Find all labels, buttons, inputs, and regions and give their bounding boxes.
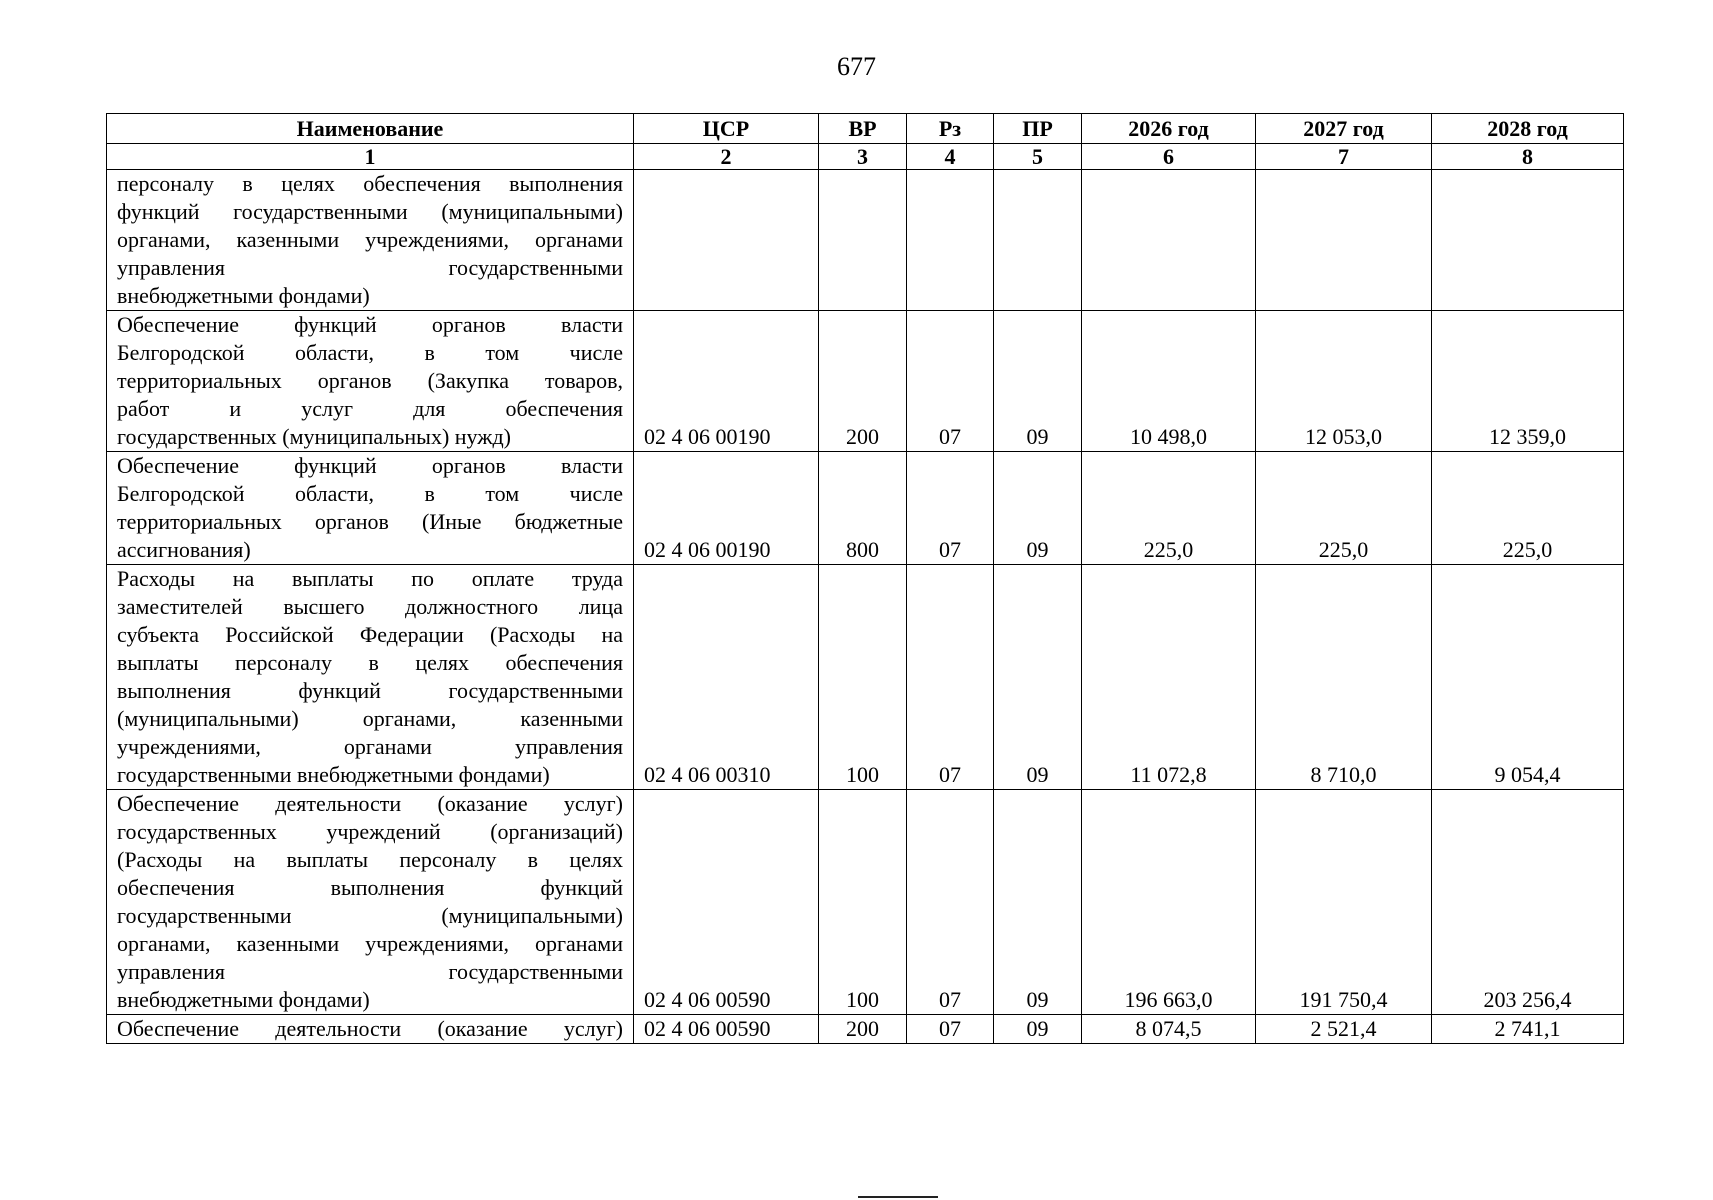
cell-name-line: Расходы на выплаты по оплате труда <box>117 566 623 591</box>
cell-name <box>107 170 634 311</box>
column-number: 2 <box>634 144 819 170</box>
header-csr: ЦСР <box>634 114 819 144</box>
column-number: 4 <box>907 144 994 170</box>
cell-vr: 200 <box>819 311 907 452</box>
column-number: 8 <box>1432 144 1624 170</box>
column-number: 7 <box>1256 144 1432 170</box>
header-2027: 2027 год <box>1256 114 1432 144</box>
cell-name-line: обеспечения выполнения функций <box>117 875 623 900</box>
cell-2027: 12 053,0 <box>1256 311 1432 452</box>
header-vr: ВР <box>819 114 907 144</box>
cell-name-line: Белгородской области, в том числе <box>117 481 623 506</box>
cell-csr: 02 4 06 00310 <box>634 565 819 790</box>
cell-csr: 02 4 06 00190 <box>634 311 819 452</box>
table-row <box>107 170 1624 311</box>
cell-2028: 2 741,1 <box>1432 1015 1624 1044</box>
cell-name <box>107 452 634 565</box>
cell-2026: 11 072,8 <box>1082 565 1256 790</box>
cell-name-line: Обеспечение функций органов власти <box>117 312 623 337</box>
cell-name-line: государственных учреждений (организаций) <box>117 819 623 844</box>
table-row <box>107 790 1624 1015</box>
cell-pr: 09 <box>994 565 1082 790</box>
cell-name <box>107 790 634 1015</box>
cell-2026: 225,0 <box>1082 452 1256 565</box>
table-row <box>107 1015 1624 1044</box>
cell-name-line: государственными (муниципальными) <box>117 903 623 928</box>
table-row <box>107 565 1624 790</box>
cell-name-line: управления государственными <box>117 959 623 984</box>
column-number: 3 <box>819 144 907 170</box>
cell-name-line: ассигнования) <box>117 537 251 562</box>
cell-2026: 10 498,0 <box>1082 311 1256 452</box>
cell-name <box>107 1015 634 1044</box>
cell-2028: 203 256,4 <box>1432 790 1624 1015</box>
cell-name-line: (муниципальными) органами, казенными <box>117 706 623 731</box>
cell-vr: 800 <box>819 452 907 565</box>
budget-table <box>106 113 1624 1044</box>
cell-name-line: выполнения функций государственными <box>117 678 623 703</box>
cell-name-line: управления государственными <box>117 255 623 280</box>
column-number: 5 <box>994 144 1082 170</box>
cell-name-line: субъекта Российской Федерации (Расходы на <box>117 622 623 647</box>
cell-vr: 100 <box>819 565 907 790</box>
cell-rz: 07 <box>907 452 994 565</box>
cell-2027: 191 750,4 <box>1256 790 1432 1015</box>
cell-rz: 07 <box>907 311 994 452</box>
cell-csr: 02 4 06 00590 <box>634 1015 819 1044</box>
cell-pr: 09 <box>994 1015 1082 1044</box>
cell-vr <box>819 170 907 311</box>
header-2026: 2026 год <box>1082 114 1256 144</box>
cell-name-line: учреждениями, органами управления <box>117 734 623 759</box>
table-row <box>107 311 1624 452</box>
cell-name <box>107 565 634 790</box>
cell-name-line: Обеспечение деятельности (оказание услуг) <box>117 791 623 816</box>
cell-vr: 100 <box>819 790 907 1015</box>
cell-rz: 07 <box>907 565 994 790</box>
cell-name-line: внебюджетными фондами) <box>117 987 370 1012</box>
cell-2027 <box>1256 170 1432 311</box>
cell-name <box>107 311 634 452</box>
cell-name-line: Обеспечение функций органов власти <box>117 453 623 478</box>
column-number: 6 <box>1082 144 1256 170</box>
cell-name-line: территориальных органов (Иные бюджетные <box>117 509 623 534</box>
cell-name-line: территориальных органов (Закупка товаров, <box>117 368 623 393</box>
cell-name-line: персоналу в целях обеспечения выполнения <box>117 171 623 196</box>
cell-vr: 200 <box>819 1015 907 1044</box>
cell-name-line: органами, казенными учреждениями, органами <box>117 227 623 252</box>
cell-name-line: Обеспечение деятельности (оказание услуг) <box>117 1016 623 1041</box>
header-name: Наименование <box>107 114 634 144</box>
cell-rz: 07 <box>907 790 994 1015</box>
cell-name-line: государственных (муниципальных) нужд) <box>117 424 511 449</box>
cell-name-line: внебюджетными фондами) <box>117 283 370 308</box>
cell-2027: 8 710,0 <box>1256 565 1432 790</box>
cell-pr: 09 <box>994 452 1082 565</box>
cell-pr <box>994 170 1082 311</box>
cell-name-line: Белгородской области, в том числе <box>117 340 623 365</box>
column-number: 1 <box>107 144 634 170</box>
cell-csr <box>634 170 819 311</box>
header-2028: 2028 год <box>1432 114 1624 144</box>
cell-2026: 8 074,5 <box>1082 1015 1256 1044</box>
cell-2026: 196 663,0 <box>1082 790 1256 1015</box>
cell-name-line: выплаты персоналу в целях обеспечения <box>117 650 623 675</box>
cell-rz: 07 <box>907 1015 994 1044</box>
table-body <box>107 170 1624 1044</box>
header-rz: Рз <box>907 114 994 144</box>
cell-pr: 09 <box>994 311 1082 452</box>
cell-2028: 12 359,0 <box>1432 311 1624 452</box>
cell-csr: 02 4 06 00190 <box>634 452 819 565</box>
cell-2026 <box>1082 170 1256 311</box>
cell-name-line: заместителей высшего должностного лица <box>117 594 623 619</box>
table-row <box>107 452 1624 565</box>
cell-2027: 2 521,4 <box>1256 1015 1432 1044</box>
column-number-row <box>107 144 1624 170</box>
cell-2028: 225,0 <box>1432 452 1624 565</box>
page-number: 677 <box>837 52 876 81</box>
cell-csr: 02 4 06 00590 <box>634 790 819 1015</box>
footer-mark <box>858 1196 938 1198</box>
cell-name-line: работ и услуг для обеспечения <box>117 396 623 421</box>
cell-rz <box>907 170 994 311</box>
cell-name-line: государственными внебюджетными фондами) <box>117 762 550 787</box>
cell-pr: 09 <box>994 790 1082 1015</box>
header-pr: ПР <box>994 114 1082 144</box>
cell-name-line: (Расходы на выплаты персоналу в целях <box>117 847 623 872</box>
header-row <box>107 114 1624 144</box>
cell-name-line: функций государственными (муниципальными) <box>117 199 623 224</box>
cell-2028: 9 054,4 <box>1432 565 1624 790</box>
cell-2028 <box>1432 170 1624 311</box>
cell-name-line: органами, казенными учреждениями, органами <box>117 931 623 956</box>
cell-2027: 225,0 <box>1256 452 1432 565</box>
